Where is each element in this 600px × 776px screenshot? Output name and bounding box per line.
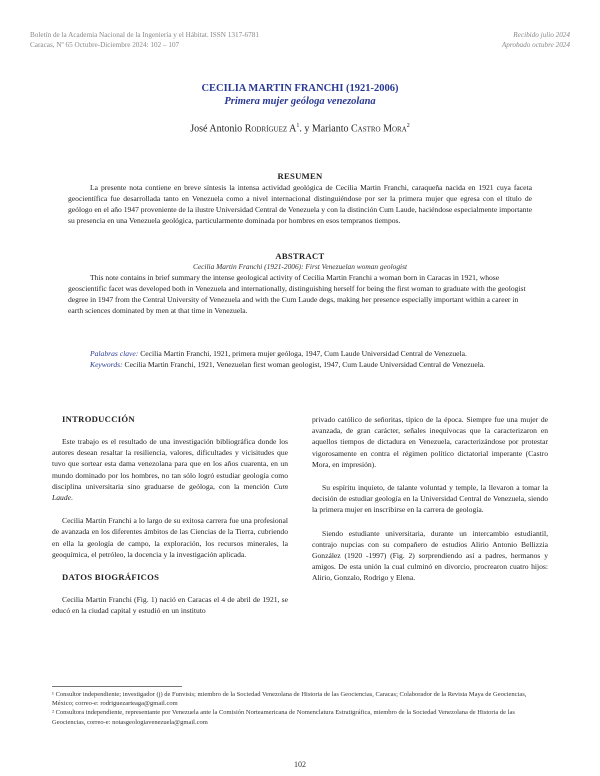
page-number: 102 [294,760,306,769]
abstract-subheading: Cecilia Martin Franchi (1921-2006): First Venezuelan woman geologist [192,262,408,271]
author2-mark: 2 [406,123,410,129]
keywords-es [68,348,532,359]
intro-p1-em: Cum Laude [52,481,288,503]
received-date: Recibido julio 2024 [513,31,570,39]
intro-paragraph-1 [52,436,288,503]
accepted-date: Aprobado octubre 2024 [501,41,570,49]
keywords-es-label: Palabras clave: [90,349,139,358]
author2-family: Castro Mora [350,123,407,135]
author-connector: . y [299,123,310,135]
left-column [52,414,288,628]
keywords-en [68,359,532,370]
paper-subtitle: Primera mujer geóloga venezolana [224,96,376,107]
intro-paragraph-2: Cecilia Martin Franchi a lo largo de su exitosa carrera fue una profesional de avanzada en los diferentes ámbitos de las Ciencias de la Tierra, cubriendo en ella la geología de campo, la exploración, los recursos minerales, la geoquímica, el petróleo, la docencia y la investigación aplicada. [52,516,288,559]
right-paragraph-3: Siendo estudiante universitaria, durante un intercambio estudiantil, contrajo nupcias con su compañero de estudios Alirio Antonio Bellizzia González (1920 -1997) (Fig. 2) sorprendiendo así a padres, hermanos y amigos. De esta unión la cual culminó en divorcio, procrearon cuatro hijos: Alirio, Gonzalo, Rodrigo y Elena. [312,528,548,583]
abstract-text: This note contains in brief summary the intense geological activity of Cecilia Martin Franchi a woman born in Caracas in 1921, whose geoscientific facet was developed both in Venezuela and internationally, distinguishing herself for being the first woman to graduate with the geologist degree in 1947 from the Central University of Venezuela and with the Cum Laude degs, making her presence especially important within a career in earth sciences dominated by men at that time in Venezuela. [68,273,526,316]
dates-header [502,30,570,50]
intro-p1-b: . [70,493,73,503]
author1-given: José Antonio [190,123,243,135]
footnote-divider [52,686,182,687]
author-line [0,123,600,134]
right-paragraph-1: privado católico de señoritas, típico de la época. Siempre fue una mujer de avanzada, de gran carácter, señales inequívocas que la caracterizaron en aquellos tiempos de dictadura en Venezuela, caracterizándose por protestar vigorosamente en contra el régimen político dictatorial imperante (Castro Mora, en impresión). [312,415,548,469]
bio-heading: DATOS BIOGRÁFICOS [62,572,160,583]
intro-heading: INTRODUCCIÓN [62,414,135,424]
keywords-en-label: Keywords: [90,360,123,370]
abstract-heading: ABSTRACT [275,251,325,261]
keywords-block [68,348,532,370]
keywords-en-text: Cecilia Martin Franchi, 1921, Venezuelan first woman geologist, 1947, Cum Laude Universidad Central de Venezuela. [124,360,486,370]
resumen-text: La presente nota contiene en breve síntesis la intensa actividad geológica de Cecilia Martin Franchi, caraqueña nacida en 1921 cuya faceta geocientífica fue desarrollada tanto en Venezuela como a nivel internacional distinguiéndose por ser la primera mujer que egresa con el título de geólogo en el año 1947 proveniente de la ilustre Universidad Central de Venezuela y con la distinción Cum Laude, haciéndose especialmente importante su presencia en una Venezuela geológica, particularmente dominada por hombres en esos tempranos tiempos. [68,183,532,226]
journal-line-1: Boletín de la Academia Nacional de la Ingeniería y el Hábitat. ISSN 1317-6781 [30,31,259,39]
right-paragraph-2: Su espíritu inquieto, de talante voluntad y temple, la llevaron a tomar la decisión de estudiar geología en la Universidad Central de Venezuela, siendo la primera mujer en inscribirse en la carrera de geología. [312,483,548,515]
journal-header [30,30,259,50]
journal-line-2: Caracas, Nº 65 Octubre-Diciembre 2024: 102 – 107 [30,41,180,49]
resumen-heading: RESUMEN [277,171,323,181]
footnote-2: ² Consultora independiente, representante por Venezuela ante la Comisión Norteamericana de Nomenclatura Estratigráfica, miembro de la Sociedad Venezolana de Historia de las Geociencias, correo-e: notasgeologiavenezuela@gmail.com [52,709,515,726]
bio-paragraph-1: Cecilia Martin Franchi (Fig. 1) nació en Caracas el 4 de abril de 1921, se educó en la ciudad capital y estudió en un instituto [52,595,288,616]
intro-p1-a: Este trabajo es el resultado de una investigación bibliográfica donde los autores desean resaltar la resiliencia, valores, dificultades y vicisitudes que tuvo que sortear esta dama venezolana para que en los años cuarenta, en un mundo dominado por los hombres, no tan sólo logró estudiar geología como disciplina universitaria sino graduarse de geóloga, con la mención [52,437,288,491]
author2-given: Marianto [311,123,349,135]
footnote-1: ¹ Consultor independiente; investigador (j) de Funvisis; miembro de la Sociedad Venezolana de Historia de las Geociencias, Caracas; Colaborador de la Revista Maya de Geociencias, México; correo-e: rodriguezarteaga@gmail.com [52,691,527,708]
author1-mark: 1 [296,123,300,129]
footnotes [52,690,548,727]
right-column [312,414,548,596]
keywords-es-text: Cecilia Martin Franchi, 1921, primera mujer geóloga, 1947, Cum Laude Universidad Central de Venezuela. [140,349,467,358]
author1-family: Rodríguez A [244,123,297,135]
paper-title: CECILIA MARTIN FRANCHI (1921-2006) [201,83,399,94]
